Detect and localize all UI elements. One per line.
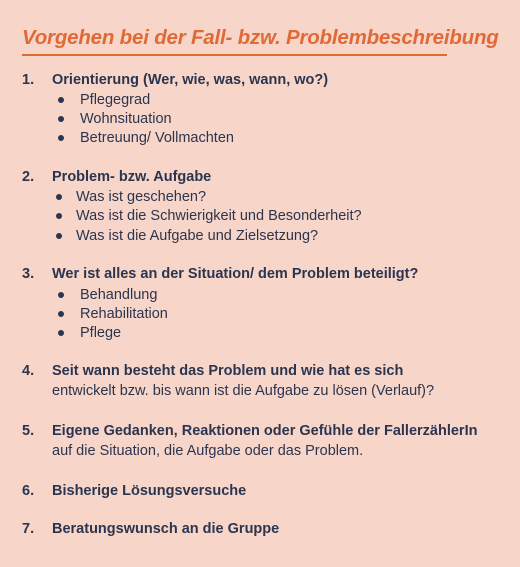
- section-number: 5.: [22, 423, 35, 439]
- section-continuation: entwickelt bzw. bis wann ist die Aufgabe zu lösen (Verlauf)?: [52, 383, 435, 399]
- section-heading: Orientierung (Wer, wie, was, wann, wo?): [52, 72, 329, 88]
- bullet-text: Pflege: [80, 325, 122, 341]
- bullet-dot: [58, 311, 64, 317]
- section-number: 1.: [22, 72, 35, 88]
- bullet-text: Pflegegrad: [80, 92, 151, 108]
- bullet-dot: [58, 330, 64, 336]
- section-number: 3.: [22, 266, 35, 282]
- section-number: 2.: [22, 169, 35, 185]
- bullet-dot: [58, 135, 64, 141]
- section-heading: Problem- bzw. Aufgabe: [52, 169, 212, 185]
- section-heading: Bisherige Lösungsversuche: [52, 483, 247, 499]
- section-number: 4.: [22, 363, 35, 379]
- section-heading: Eigene Gedanken, Reaktionen oder Gefühle der FallerzählerIn: [52, 423, 478, 439]
- section-number: 6.: [22, 483, 35, 499]
- bullet-dot: [56, 213, 62, 219]
- bullet-text: Betreuung/ Vollmachten: [80, 130, 234, 146]
- bullet-dot: [56, 194, 62, 200]
- page-title: Vorgehen bei der Fall- bzw. Problembeschreibung: [22, 26, 499, 49]
- bullet-dot: [58, 116, 64, 122]
- bullet-dot: [58, 292, 64, 298]
- title-underline: [22, 54, 447, 56]
- bullet-dot: [58, 97, 64, 103]
- section-heading: Wer ist alles an der Situation/ dem Problem beteiligt?: [52, 266, 419, 282]
- section-heading: Beratungswunsch an die Gruppe: [52, 521, 280, 537]
- bullet-text: Wohnsituation: [80, 111, 172, 127]
- section-number: 7.: [22, 521, 35, 537]
- bullet-text: Was ist die Schwierigkeit und Besonderheit?: [76, 208, 362, 224]
- bullet-text: Behandlung: [80, 287, 158, 303]
- section-heading: Seit wann besteht das Problem und wie hat es sich: [52, 363, 404, 379]
- bullet-text: Was ist geschehen?: [76, 189, 207, 205]
- bullet-text: Was ist die Aufgabe und Zielsetzung?: [76, 228, 319, 244]
- section-continuation: auf die Situation, die Aufgabe oder das Problem.: [52, 443, 364, 459]
- bullet-dot: [56, 233, 62, 239]
- bullet-text: Rehabilitation: [80, 306, 168, 322]
